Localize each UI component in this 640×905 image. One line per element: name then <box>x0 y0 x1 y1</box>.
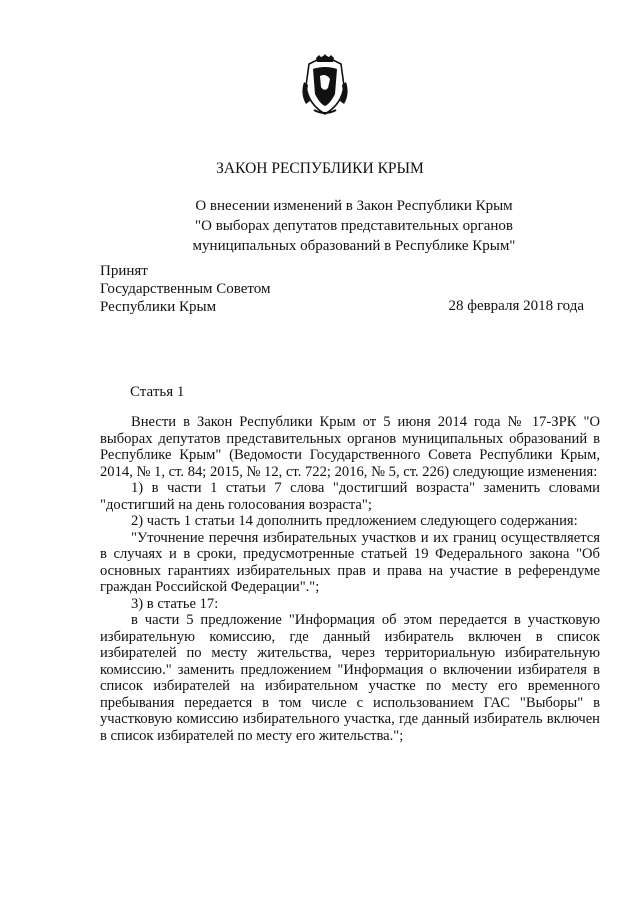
adopted-line: Государственным Советом <box>100 281 271 297</box>
subtitle-line: муниципальных образований в Республике Крым" <box>192 238 516 254</box>
adopted-line: Принят <box>100 263 148 279</box>
paragraph: 2) часть 1 статьи 14 дополнить предложением следующего содержания: <box>131 513 578 529</box>
crimea-coat-of-arms-icon <box>300 54 350 116</box>
article-heading: Статья 1 <box>130 384 185 400</box>
paragraph: "Уточнение перечня избирательных участков и их границ осуществляется в случаях и в сроки, предусмотренные статьей 19 Федерального закона "Об основных гарантиях избирательных прав и права на участие в референдуме граждан Российской Федерации"."; <box>100 529 600 595</box>
adopted-line: Республики Крым <box>100 299 217 315</box>
paragraph: 1) в части 1 статьи 7 слова "достигший возраста" заменить словами "достигший на день голосования возраста"; <box>100 480 600 513</box>
law-subtitle <box>100 196 608 256</box>
subtitle-line: "О выборах депутатов представительных органов <box>194 218 514 234</box>
adopted-by-block <box>100 262 271 316</box>
article-body <box>100 414 600 744</box>
law-title: ЗАКОН РЕСПУБЛИКИ КРЫМ <box>216 160 424 177</box>
adoption-date: 28 февраля 2018 года <box>448 298 584 314</box>
paragraph: Внести в Закон Республики Крым от 5 июня 2014 года № 17-ЗРК "О выборах депутатов представительных органов муниципальных образований в Республике Крым" (Ведомости Государственного Совета Республики Крым, 2014, № 1, ст. 84; 2015, № 12, ст. 722; 2016, № 5, ст. 226) следующие изменения: <box>100 414 600 480</box>
paragraph: 3) в статье 17: <box>131 595 219 612</box>
paragraph: в части 5 предложение "Информация об этом передается в участковую избирательную комиссию, где данный избиратель включен в список избирателей по месту жительства, через территориальную избирательную комиссию." заменить предложением "Информация о включении избирателя в список избирателей на избирательном участке по месту его временного пребывания передается в том числе с использованием ГАС "Выборы" в участковую комиссию избирательного участка, где данный избиратель включен в список избирателей по месту его жительства."; <box>100 612 600 744</box>
subtitle-line: О внесении изменений в Закон Республики Крым <box>195 198 513 214</box>
